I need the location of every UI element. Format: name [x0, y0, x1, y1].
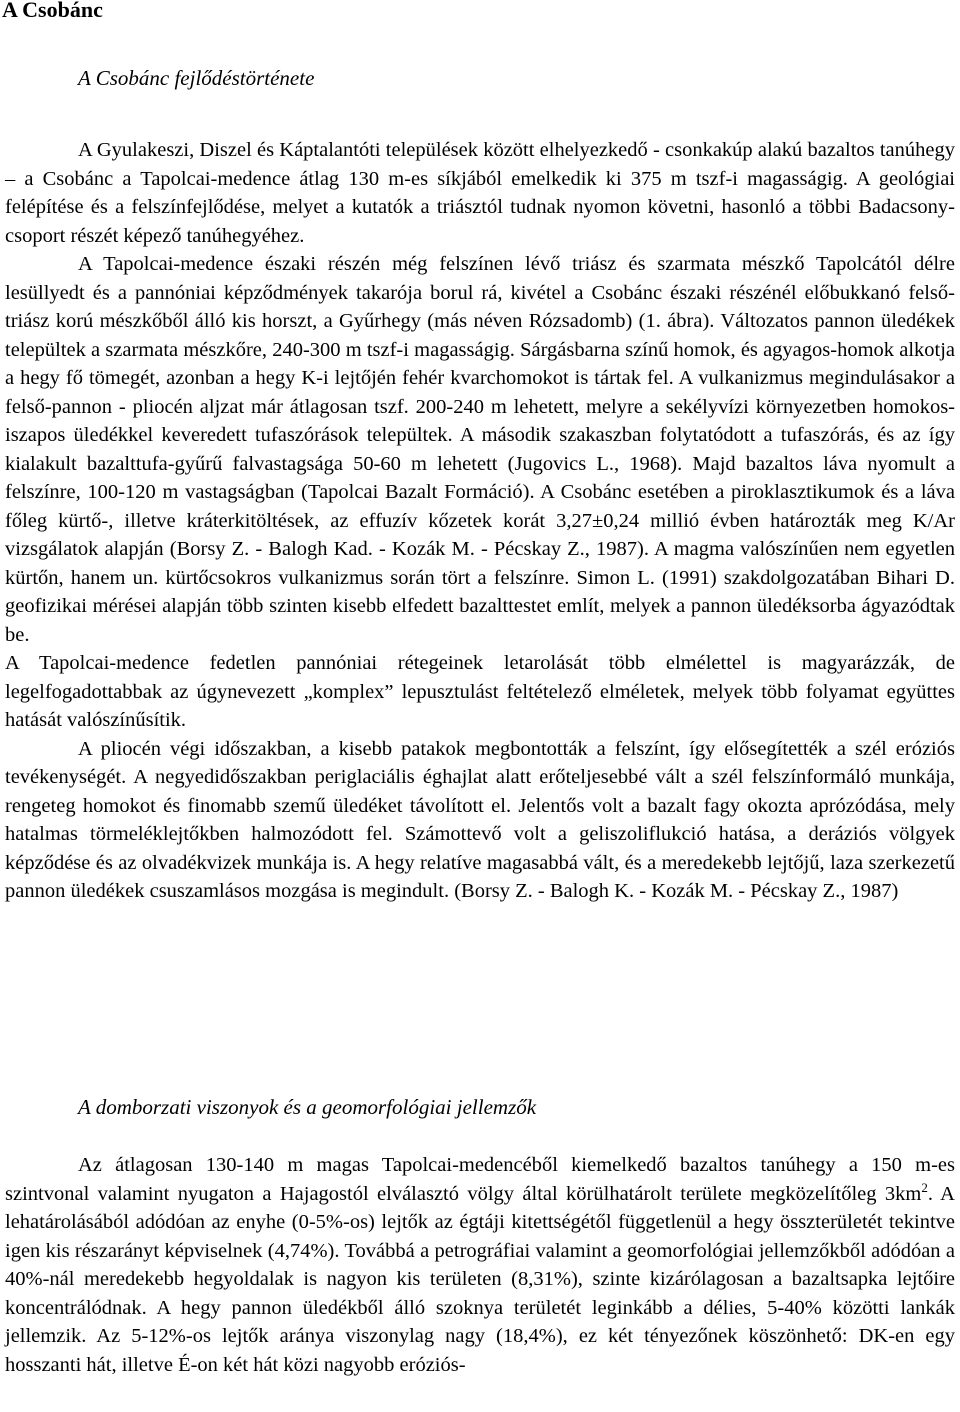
paragraph: A Gyulakeszi, Diszel és Káptalantóti települések között elhelyezkedő - csonkakúp alakú bazaltos tanúhegy – a Csobánc a Tapolcai-medence átlag 130 m-es síkjából emelkedik ki 375 m tszf-i magasságig. A geológiai felépítése és a felszínfejlődése, melyet a kutatók a triásztól tudnak nyomon követni, hasonló a többi Badacsony-csoport részét képező tanúhegyéhez. [5, 139, 955, 247]
section-body-relief [5, 1151, 955, 1379]
section-heading-development: A Csobánc fejlődéstörténete [78, 66, 315, 90]
section-body-development [5, 136, 955, 906]
paragraph: A Tapolcai-medence északi részén még felszínen lévő triász és szarmata mészkő Tapolcától délre lesüllyedt és a pannóniai képződmények takarója borul rá, kivétel a Csobánc északi részénél előbukkanó felső-triász korú mészkőből álló kis horszt, a Gyűrhegy (más néven Rózsadomb) (1. ábra). Változatos pannon üledékek települtek a szarmata mészkőre, 240-300 m tszf-i magasságig. Sárgásbarna színű homok, és agyagos-homok alkotja a hegy fő tömegét, azonban a hegy K-i lejtőjén fehér kvarchomokot is tártak fel. A vulkanizmus megindulásakor a felső-pannon - pliocén aljzat már átlagosan tszf. 200-240 m lehetett, melyre a sekélyvízi környezetben homokos-iszapos üledékkel keveredett tufaszórások települtek. A második szakaszban folytatódott a tufaszórás, és az így kialakult bazalttufa-gyűrű falvastagsága 50-60 m lehetett (Jugovics L., 1968). Majd bazaltos láva nyomult a felszínre, 100-120 m vastagságban (Tapolcai Bazalt Formáció). A Csobánc esetében a piroklasztikumok és a láva főleg kürtő-, illetve kráterkitöltések, az effuzív kőzetek korát 3,27±0,24 millió évben határozták meg K/Ar vizsgálatok alapján (Borsy Z. - Balogh Kad. - Kozák M. - Pécskay Z., 1987). A magma valószínűen nem egyetlen kürtőn, hanem un. kürtőcsokros vulkanizmus során tört a felszínre. Simon L. (1991) szakdolgozatában Bihari D. geofizikai mérései alapján több szinten kisebb elfedett bazalttestet említ, melyek a pannon üledéksorba ágyazódtak be. [5, 253, 955, 646]
section-heading-relief: A domborzati viszonyok és a geomorfológiai jellemzők [78, 1095, 537, 1119]
document-title: A Csobánc [2, 0, 103, 22]
paragraph [5, 1151, 955, 1379]
paragraph-text: Az átlagosan 130-140 m magas Tapolcai-medencéből kiemelkedő bazaltos tanúhegy a 150 m-es szintvonal valamint nyugaton a Hajagostól elválasztó völgy által körülhatárolt területe megközelítőleg 3km [5, 1154, 955, 1205]
paragraph: A Tapolcai-medence fedetlen pannóniai rétegeinek letarolását több elmélettel is magyarázzák, de legelfogadottabbak az úgynevezett „komplex” lepusztulást feltételező elméletek, melyek több folyamat együttes hatását valószínűsítik. [5, 652, 955, 731]
superscript: 2 [921, 1179, 928, 1195]
paragraph: A pliocén végi időszakban, a kisebb patakok megbontották a felszínt, így elősegítették a szél eróziós tevékenységét. A negyedidőszakban periglaciális éghajlat alatt erőteljesebbé vált a szél felszínformáló munkája, rengeteg homokot és finomabb szemű üledéket távolított el. Jelentős volt a bazalt fagy okozta aprózódása, mely hatalmas törmeléklejtőkben halmozódott fel. Számottevő volt a geliszoliflukció hatása, a deráziós völgyek képződése és az olvadékvizek munkája is. A hegy relatíve magasabbá vált, és a meredekebb lejtőjű, laza szerkezetű pannon üledékek csuszamlásos mozgása is megindult. (Borsy Z. - Balogh K. - Kozák M. - Pécskay Z., 1987) [5, 737, 955, 902]
paragraph-text: . A lehatárolásából adódóan az enyhe (0-5%-os) lejtők az égtáji kitettségétől függetlenül a hegy összterületét tekintve igen kis részarányt képviselnek (4,74%). Továbbá a petrográfiai valamint a geomorfológiai jellemzőkből adódóan a 40%-nál meredekebb hegyoldalak is nagyon kis területen (8,31%), szinte kizárólagosan a bazaltsapka lejtőire koncentrálódnak. A hegy pannon üledékből álló szoknya területét leginkább a délies, 5-40% közötti lankák jellemzik. Az 5-12%-os lejtők aránya viszonylag nagy (18,4%), ez két tényezőnek köszönhető: DK-en egy hosszanti hát, illetve É-on két hát közi nagyobb eróziós- [5, 1182, 955, 1376]
